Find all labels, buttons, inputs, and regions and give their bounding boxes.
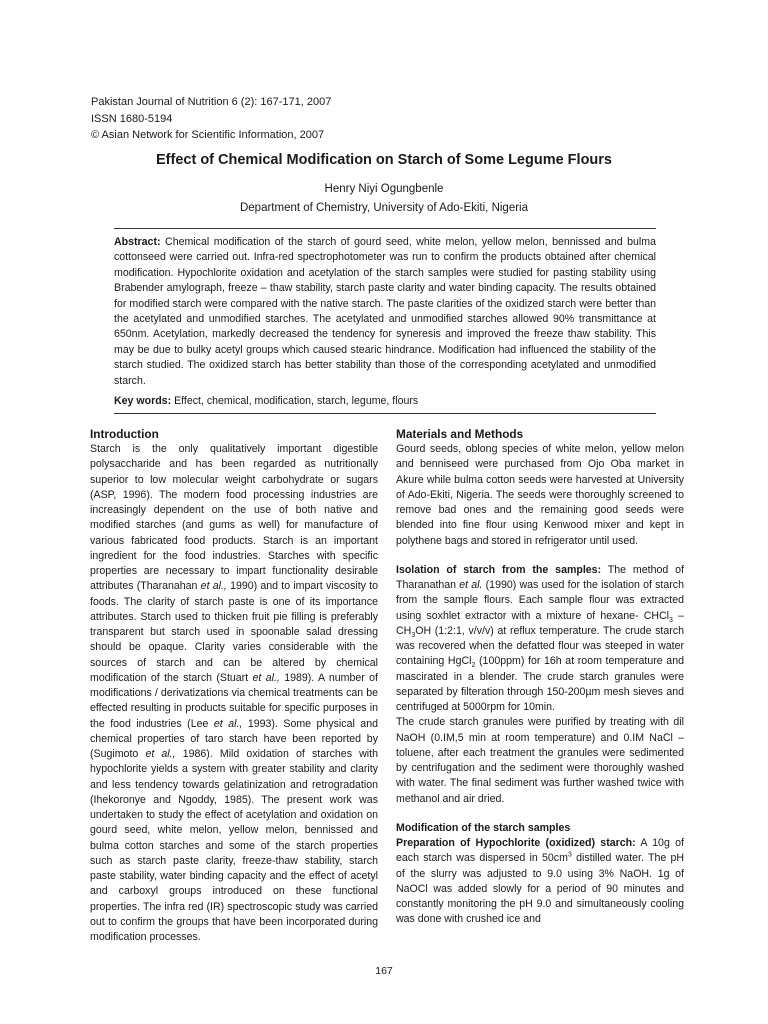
abstract-label: Abstract: <box>114 236 161 248</box>
intro-etal-3: et al., <box>213 717 243 730</box>
intro-text-5: 1986). Mild oxidation of starches with hypochlorite yields a system with greater stability and clarity and less tendency towards gelatinization and retrogradation (Ihekoronye and Ngoddy, 1985). The present work was undertaken to study the effect of acetylation and oxidation on gourd seed, white melon, yellow melon, bennissed and bulma cotton starches and some of the starch properties such as starch paste clarity, freeze-thaw stability, starch paste stability, water binding capacity and the effect of acetyl and carboxyl groups introduced on these functional properties. The infra red (IR) spectroscopic study was carried out to confirm the groups that have been incorporated during modification processes. <box>90 748 378 943</box>
superscript: 3 <box>567 851 572 859</box>
intro-etal-4: et al., <box>145 748 176 760</box>
hypochlorite-paragraph <box>396 836 684 928</box>
purification-paragraph: The crude starch granules were purified by treating with dil NaOH (0.IM,5 min at room temperature) and 0.IM NaCl – toluene, after each treatment the granules were sedimented by centrifugation and the sediment were thoroughly washed with water. The final sediment was further washed twice with methanol and air dried. <box>396 716 684 805</box>
intro-etal-2: et al., <box>252 671 280 684</box>
abstract <box>114 235 656 389</box>
keywords-text: Effect, chemical, modification, starch, legume, flours <box>174 395 419 407</box>
isolation-paragraph <box>396 563 684 716</box>
subscript: 2 <box>471 662 476 670</box>
issn: ISSN 1680-5194 <box>91 112 173 125</box>
introduction-heading: Introduction <box>90 427 159 441</box>
subscript: 3 <box>669 616 673 624</box>
journal-citation: Pakistan Journal of Nutrition 6 (2): 167-171, 2007 <box>91 96 332 108</box>
intro-text-3: 1989). A number of modifications / derivatizations via chemical treatments can be effected resulting in products suitable for specific purposes in the food industries (Lee <box>90 671 378 730</box>
right-column <box>396 426 684 928</box>
intro-text-4: 1993). Some physical and chemical properties of taro starch have been reported by (Sugimoto <box>90 717 378 760</box>
bottom-rule <box>114 413 656 414</box>
keywords-label: Key words: <box>114 395 172 407</box>
introduction-paragraph <box>90 442 378 945</box>
hypochlorite-text-1: A 10g of each starch was dispersed in 50cm <box>396 837 684 865</box>
hypochlorite-label: Preparation of Hypochlorite (oxidized) starch: <box>396 837 636 849</box>
paragraph-gap <box>396 807 684 821</box>
top-rule <box>114 228 656 229</box>
methods-heading: Materials and Methods <box>396 427 524 441</box>
paper-title: Effect of Chemical Modification on Starch of Some Legume Flours <box>156 152 612 168</box>
isolation-label: Isolation of starch from the samples: <box>396 563 602 576</box>
isolation-text-2: (1990) was used for the isolation of starch from the sample flours. Each sample flour was extracted using soxhlet extractor with a mixture of hexane- CHCl <box>396 579 684 622</box>
paragraph-gap <box>396 549 684 563</box>
page-number: 167 <box>375 965 393 977</box>
subscript: 3 <box>411 631 416 639</box>
hypochlorite-text-2: distilled water. The pH of the slurry was adjusted to 9.0 using 3% NaOH. 1g of NaOCl was added slowly for a period of 90 minutes and constantly monitoring the pH 9.0 and simultaneously cooling was done with crushed ice and <box>396 852 685 926</box>
isolation-text-4: OH (1:2:1, v/v/v) at reflux temperature. The crude starch was recovered when the defatted flour was steeped in water containing HgCl <box>396 624 684 668</box>
intro-text-2: 1990) and to impart viscosity to foods. The clarity of starch paste is one of its importance attributes. Starch used to thicken fruit pie filling is preferably transparent but starch used in spoonable salad dressing should be opaque. Clarity varies considerable with the sources of starch and can be altered by chemical modification of the starch (Stuart <box>90 580 379 684</box>
journal-header <box>91 94 331 144</box>
isolation-text-3: – CH <box>396 609 684 637</box>
methods-paragraph: Gourd seeds, oblong species of white melon, yellow melon and benniseed were purchased from Ojo Oba market in Akure while bulma cotton seeds were harvested at University of Ado-Ekiti, Nigeria. The seeds were thoroughly screened to remove bad ones and the remaining good seeds were blended into fine flour using Kenwood mixer and kept in polythene bags and stored in refrigerator until used. <box>396 443 684 547</box>
keywords <box>114 394 656 409</box>
intro-text-1: Starch is the only qualitatively important digestible polysaccharide and has been regarded as nutritionally superior to low molecular weight carbohydrate or sugars (ASP, 1996). The modern food processing industries are increasingly dependent on the use of both native and modified starches (and gums as well) for manufacture of various fabricated food products. Starch is an important ingredient for the food industries. Starches with specific properties are necessary to impart functionality desirable attributes (Tharanahan <box>90 443 378 593</box>
copyright: © Asian Network for Scientific Information, 2007 <box>91 129 325 141</box>
author-name: Henry Niyi Ogungbenle <box>324 183 444 195</box>
isolation-text-5: (100ppm) for 16h at room temperature and mascirated in a blender. The crude starch granules were separated by filteration through 150-200µm mesh sieves and centrifuged at 5000rpm for 10min. <box>396 655 684 713</box>
modification-subheading: Modification of the starch samples <box>396 821 571 834</box>
author-affiliation: Department of Chemistry, University of Ado-Ekiti, Nigeria <box>239 202 529 214</box>
isolation-etal: et al. <box>459 579 483 591</box>
intro-etal-1: et al., <box>200 580 227 593</box>
left-column <box>90 426 378 945</box>
abstract-text: Chemical modification of the starch of gourd seed, white melon, yellow melon, bennissed and bulma cottonseed were carried out. Infra-red spectrophotometer was run to confirm the products obtained after chemical modification. Hypochlorite oxidation and acetylation of the starch samples were studied for pasting stability using Brabender amylograph, freeze – thaw stability, starch paste clarity and water binding capacity. The results obtained for modified starch were compared with the native starch. The paste clarities of the oxidized starch were better than the acetylated and unmodified starches. The acetylated and unmodified starches allowed 90% transmittance at 650nm. Acetylation, markedly decreased the tendency for syneresis and improved the freeze thaw stability. This may be due to bulky acetyl groups which caused stearic hindrance. Modification had influenced the stability of the starch studied. The oxidized starch has better stability than those of the corresponding acetylated and unmodified starch. <box>114 236 656 387</box>
isolation-text-1: The method of Tharanathan <box>396 563 684 591</box>
